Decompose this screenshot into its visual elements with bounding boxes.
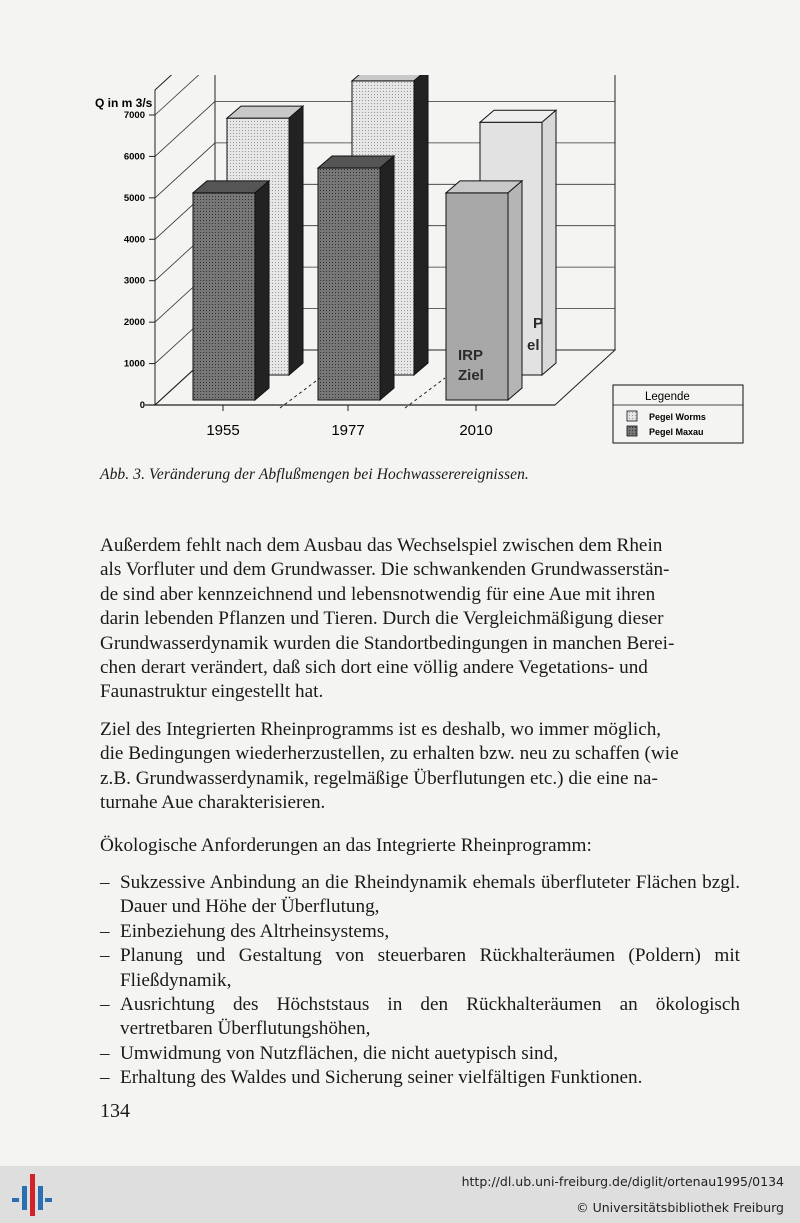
legend-label: Pegel Worms bbox=[649, 412, 706, 422]
bar-maxau bbox=[193, 181, 269, 400]
list-item-text: Ausrichtung des Höchststaus in den Rückhalteräumen an ökologisch vertretbaren Überflutungshöhen, bbox=[120, 994, 740, 1040]
text-line: darin lebenden Pflanzen und Tieren. Durch die Vergleichmäßigung dieser bbox=[100, 608, 664, 630]
x-tick-label: 1955 bbox=[206, 422, 240, 439]
legend-swatch bbox=[627, 426, 637, 436]
text-line: Ökologische Anforderungen an das Integrierte Rheinprogramm: bbox=[100, 835, 592, 856]
paragraph-2 bbox=[100, 718, 740, 816]
bar-worms-side bbox=[414, 75, 428, 375]
chart-legend bbox=[613, 385, 743, 443]
legend-swatch bbox=[627, 411, 637, 421]
annotation-line: el bbox=[527, 337, 540, 354]
list-dash: – bbox=[100, 994, 110, 1016]
list-item bbox=[100, 1042, 740, 1066]
y-tick-label: 3000 bbox=[123, 275, 145, 287]
bar-maxau-front bbox=[318, 168, 380, 400]
paragraph-1 bbox=[100, 534, 740, 705]
list-item bbox=[100, 920, 740, 944]
text-line: chen derart verändert, daß sich dort eine völlig andere Vegetations- und bbox=[100, 657, 648, 679]
bar-maxau bbox=[318, 156, 394, 400]
list-dash: – bbox=[100, 945, 110, 967]
legend-label: Pegel Maxau bbox=[649, 427, 704, 437]
y-tick-label: 4000 bbox=[123, 234, 145, 246]
bar-maxau-side bbox=[380, 156, 394, 400]
list-item bbox=[100, 993, 740, 1042]
list-item-text: Sukzessive Anbindung an die Rheindynamik ehemals überfluteter Flächen bzgl. Dauer und Höhe der Überflutung, bbox=[120, 872, 740, 918]
bar-maxau-front bbox=[193, 193, 255, 400]
y-axis-label: Q in m 3/s bbox=[95, 96, 153, 110]
ub-freiburg-logo-icon bbox=[12, 1172, 52, 1218]
bar-maxau-side bbox=[255, 181, 269, 400]
figure-caption: Abb. 3. Veränderung der Abflußmengen bei Hochwasserereignissen. bbox=[100, 466, 529, 483]
y-tick-label: 1000 bbox=[123, 358, 145, 370]
page-number: 134 bbox=[100, 1100, 130, 1122]
text-line: Ziel des Integrierten Rheinprogramms ist es deshalb, wo immer möglich, bbox=[100, 719, 662, 740]
y-tick-label: 5000 bbox=[123, 192, 145, 204]
list-dash: – bbox=[100, 1042, 110, 1064]
list-item-text: Umwidmung von Nutzflächen, die nicht auetypisch sind, bbox=[120, 1042, 559, 1064]
text-line: turnahe Aue charakterisieren. bbox=[100, 792, 326, 814]
annotation-line: Ziel bbox=[458, 367, 484, 384]
list-item-text: Planung und Gestaltung von steuerbaren Rückhalteräumen (Poldern) mit Fließdynamik, bbox=[120, 945, 740, 991]
floor-separator bbox=[280, 378, 320, 408]
source-url-link[interactable]: http://dl.ub.uni-freiburg.de/diglit/ortenau1995/0134 bbox=[461, 1174, 784, 1189]
text-line: de sind aber kennzeichnend und lebensnotwendig für eine Aue mit ihren bbox=[100, 583, 656, 605]
text-line: z.B. Grundwasserdynamik, regelmäßige Überflutungen etc.) die eine na- bbox=[100, 767, 658, 789]
bar-worms-side bbox=[289, 106, 303, 375]
text-line: die Bedingungen wiederherzustellen, zu erhalten bzw. neu zu schaffen (wie bbox=[100, 743, 679, 765]
list-dash: – bbox=[100, 1067, 110, 1089]
y-tick-label: 7000 bbox=[123, 110, 145, 121]
annotation-line: P bbox=[533, 315, 544, 332]
list-item bbox=[100, 1066, 740, 1090]
y-tick-label: 0 bbox=[139, 400, 145, 411]
bar-maxau-side bbox=[508, 181, 522, 400]
text-line: als Vorfluter und dem Grundwasser. Die schwankenden Grundwasserstän- bbox=[100, 559, 670, 581]
floor-separator bbox=[405, 378, 445, 408]
list-item-text: Einbeziehung des Altrheinsystems, bbox=[120, 920, 390, 942]
bar-worms-side bbox=[542, 110, 556, 375]
paragraph-3 bbox=[100, 834, 740, 858]
list-dash: – bbox=[100, 920, 110, 942]
x-tick-label: 2010 bbox=[459, 422, 493, 439]
x-tick-label: 1977 bbox=[331, 422, 365, 439]
text-line: Grundwasserdynamik wurden die Standortbedingungen in manchen Berei- bbox=[100, 632, 675, 654]
list-item bbox=[100, 944, 740, 993]
list-dash: – bbox=[100, 872, 110, 893]
footer-bar bbox=[0, 1166, 800, 1223]
list-item bbox=[100, 871, 740, 920]
annotation-line: IRP bbox=[458, 347, 484, 364]
y-tick-label: 6000 bbox=[123, 151, 145, 163]
discharge-bar-chart bbox=[85, 75, 765, 450]
requirements-list bbox=[100, 871, 740, 1091]
y-tick-label: 2000 bbox=[123, 317, 145, 329]
copyright-text: © Universitätsbibliothek Freiburg bbox=[576, 1200, 784, 1215]
legend-title: Legende bbox=[645, 391, 690, 403]
text-line: Außerdem fehlt nach dem Ausbau das Wechselspiel zwischen dem Rhein bbox=[100, 535, 663, 556]
text-line: Faunastruktur eingestellt hat. bbox=[100, 681, 324, 703]
list-item-text: Erhaltung des Waldes und Sicherung seiner vielfältigen Funktionen. bbox=[120, 1067, 643, 1089]
